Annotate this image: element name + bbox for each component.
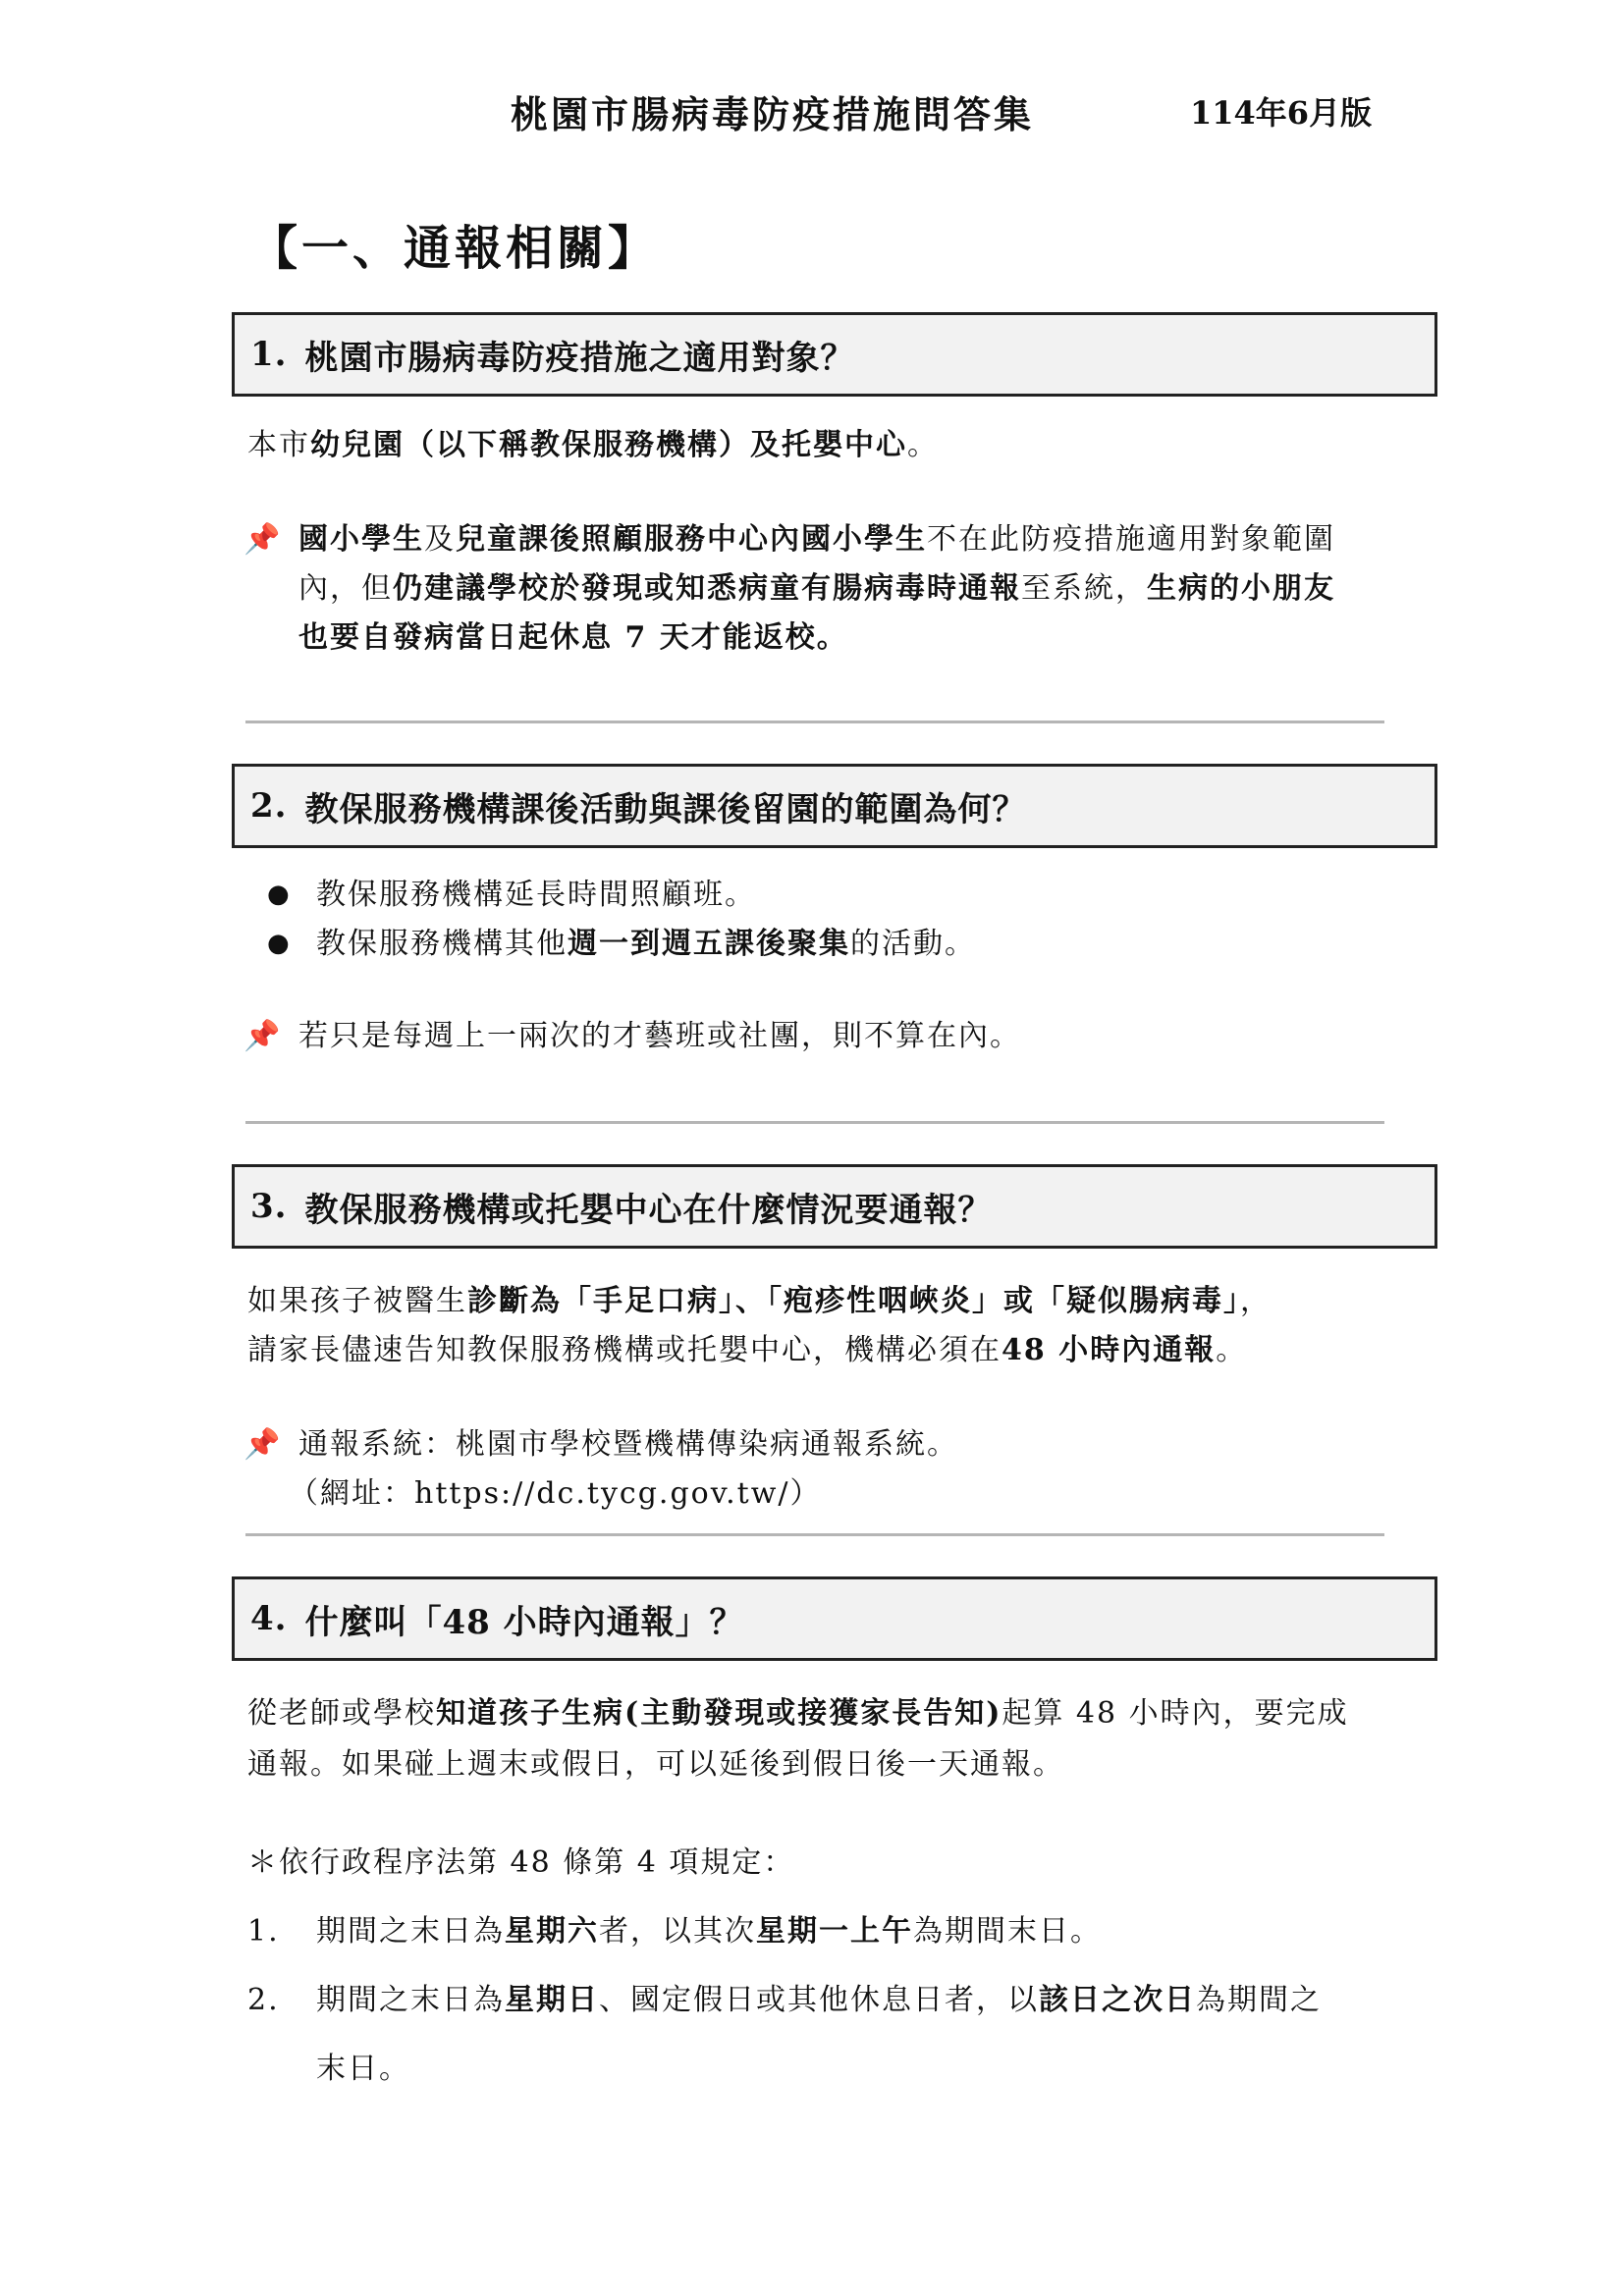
bullet-dot-icon: ●	[267, 880, 290, 909]
note-text: 內，但仍建議學校於發現或知悉病童有腸病毒時通報至系統，生病的小朋友	[298, 571, 1335, 606]
question-number: 2.	[250, 786, 288, 826]
document-version: 114年6月版	[1190, 94, 1373, 132]
divider	[245, 1533, 1384, 1536]
question-number: 1.	[250, 335, 288, 374]
list-item-continuation: 末日。	[316, 2052, 410, 2086]
answer-text: 如果孩子被醫生診斷為「手足口病」、「疱疹性咽峽炎」或「疑似腸病毒」，	[247, 1284, 1272, 1318]
divider	[245, 721, 1384, 723]
note-text: 國小學生及兒童課後照顧服務中心內國小學生不在此防疫措施適用對象範圍	[298, 522, 1335, 557]
question-box-4	[232, 1576, 1437, 1661]
bullet-dot-icon: ●	[267, 929, 290, 958]
pushpin-icon: 📌	[244, 522, 281, 557]
pushpin-icon: 📌	[244, 1427, 281, 1462]
document-title: 桃園市腸病毒防疫措施問答集	[511, 92, 1035, 136]
list-item: 期間之末日為星期日、國定假日或其他休息日者，以該日之次日為期間之	[316, 1983, 1322, 2017]
list-item-number: 2.	[247, 1983, 280, 2017]
answer-text: 本市幼兒園（以下稱教保服務機構）及托嬰中心。	[247, 428, 939, 462]
answer-text: 請家長儘速告知教保服務機構或托嬰中心，機構必須在48 小時內通報。	[247, 1333, 1248, 1367]
note-text: 若只是每週上一兩次的才藝班或社團，則不算在內。	[298, 1019, 1021, 1053]
question-number: 3.	[250, 1187, 288, 1226]
note-text: 也要自發病當日起休息 7 天才能返校。	[298, 620, 848, 655]
list-item: 教保服務機構其他週一到週五課後聚集的活動。	[316, 927, 976, 961]
question-number: 4.	[250, 1599, 288, 1638]
list-item-number: 1.	[247, 1914, 280, 1949]
question-box-2	[232, 764, 1437, 848]
list-item: 教保服務機構延長時間照顧班。	[316, 878, 756, 912]
list-item: 期間之末日為星期六者，以其次星期一上午為期間末日。	[316, 1914, 1102, 1949]
question-text: 桃園市腸病毒防疫措施之適用對象？	[304, 338, 855, 378]
section-title: 【一、通報相關】	[250, 221, 660, 276]
note-url: （網址：https://dc.tycg.gov.tw/）	[289, 1476, 822, 1511]
question-text: 教保服務機構或托嬰中心在什麼情況要通報？	[304, 1190, 993, 1230]
answer-text: 通報。如果碰上週末或假日，可以延後到假日後一天通報。	[247, 1747, 1064, 1782]
law-reference: ＊依行政程序法第 48 條第 4 項規定：	[247, 1845, 795, 1880]
question-text: 教保服務機構課後活動與課後留園的範圍為何？	[304, 789, 1027, 829]
note-text: 通報系統：桃園市學校暨機構傳染病通報系統。	[298, 1427, 958, 1462]
pushpin-icon: 📌	[244, 1019, 281, 1053]
question-box-1	[232, 312, 1437, 397]
divider	[245, 1121, 1384, 1124]
question-text: 什麼叫「48 小時內通報」？	[304, 1602, 744, 1642]
answer-text: 從老師或學校知道孩子生病(主動發現或接獲家長告知)起算 48 小時內，要完成	[247, 1696, 1349, 1731]
question-box-3	[232, 1164, 1437, 1249]
